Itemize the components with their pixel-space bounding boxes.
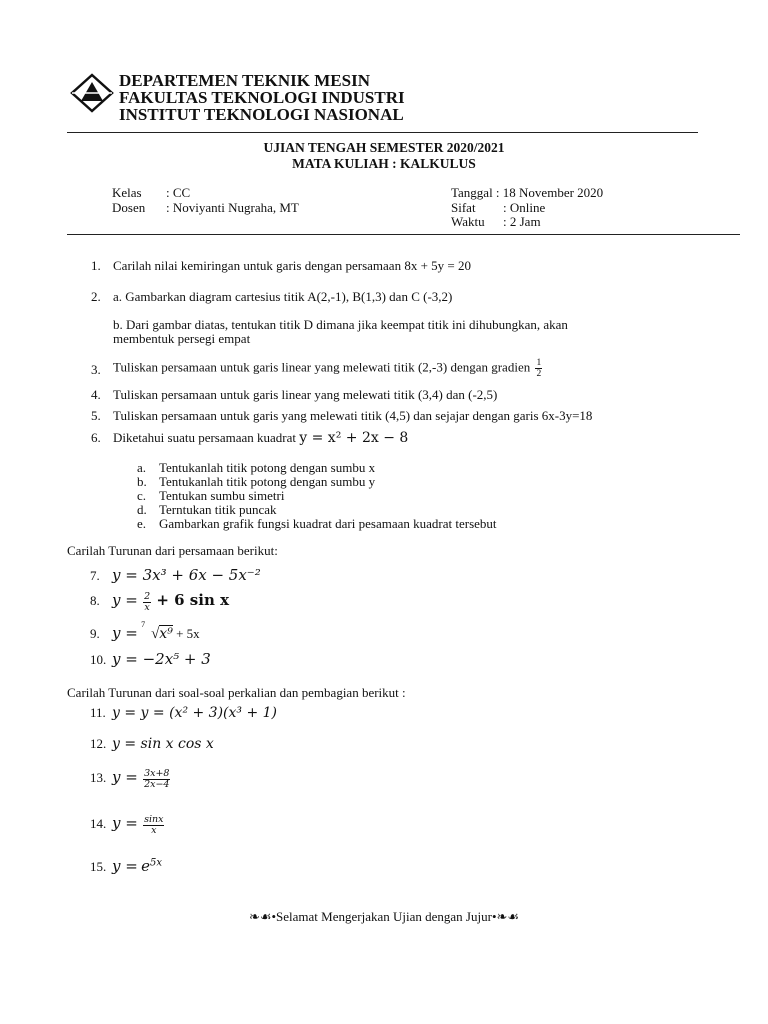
q6-subitem-text: Tentukanlah titik potong dengan sumbu x	[159, 460, 376, 475]
q3-line	[113, 358, 544, 379]
q13-line	[90, 768, 172, 790]
q14-line	[90, 814, 166, 836]
waktu-label: Waktu	[451, 214, 485, 229]
q9-line	[90, 620, 200, 643]
q3-number: 3.	[91, 362, 101, 377]
q2-number: 2.	[91, 289, 101, 304]
q5-text: Tuliskan persamaan untuk garis yang melewati titik (4,5) dan sejajar dengan garis 6x-3y=18	[113, 408, 593, 423]
q1-text: Carilah nilai kemiringan untuk garis dengan persamaan 8x + 5y = 20	[113, 258, 471, 273]
q7-number: 7.	[90, 568, 100, 583]
exam-subject: MATA KULIAH : KALKULUS	[292, 156, 476, 171]
dosen-value: : Noviyanti Nugraha, MT	[166, 200, 299, 215]
q14-lhs: y =	[112, 814, 138, 832]
institution-logo	[70, 73, 114, 113]
q8-lhs: y =	[112, 591, 138, 609]
header-divider	[67, 132, 698, 133]
q6-intro: Diketahui suatu persamaan kuadrat	[113, 430, 297, 445]
q1-number: 1.	[91, 258, 101, 273]
q8-line	[90, 591, 229, 613]
left-ornament-icon: ❧☙•	[248, 909, 277, 924]
q15-exponent: 5x	[149, 857, 162, 869]
q4-number: 4.	[91, 387, 101, 402]
institute-name: INSTITUT TEKNOLOGI NASIONAL	[119, 105, 404, 124]
q15-number: 15.	[90, 859, 107, 874]
q8-fraction-denominator: x	[144, 601, 150, 613]
q13-lhs: y =	[112, 768, 138, 786]
q6-subitem-label: a.	[137, 460, 147, 475]
q12-line	[90, 736, 214, 752]
q13-number: 13.	[90, 770, 107, 785]
section2-intro: Carilah Turunan dari persamaan berikut:	[67, 543, 278, 558]
q6-text	[113, 430, 408, 446]
faculty-name: FAKULTAS TEKNOLOGI INDUSTRI	[119, 88, 405, 107]
q6-subitem-text: Terntukan titik puncak	[159, 502, 277, 517]
q8-rhs: + 6 sin x	[156, 591, 230, 609]
q10-equation: y = −2x⁵ + 3	[112, 650, 211, 668]
q8-fraction-numerator: 2	[144, 590, 151, 602]
q6-subitem-label: c.	[137, 488, 147, 503]
q13-fraction-denominator: 2x−4	[144, 778, 170, 790]
q9-rhs: + 5x	[176, 626, 200, 641]
radical-sign-icon: √	[151, 626, 160, 642]
q5-number: 5.	[91, 408, 101, 423]
q14-fraction	[143, 815, 164, 836]
sifat-value: : Online	[503, 200, 546, 215]
q13-fraction-numerator: 3x+8	[144, 767, 170, 779]
q8-fraction	[143, 592, 151, 613]
tanggal-field: Tanggal : 18 November 2020	[451, 185, 604, 200]
waktu-value: : 2 Jam	[503, 214, 541, 229]
q11-line	[90, 705, 277, 721]
kelas-label: Kelas	[112, 185, 142, 200]
q12-equation: y = sin x cos x	[112, 736, 214, 752]
q14-number: 14.	[90, 816, 107, 831]
section3-intro: Carilah Turunan dari soal-soal perkalian dan pembagian berikut :	[67, 685, 406, 700]
q15-base: e	[141, 857, 150, 875]
kelas-value: : CC	[166, 185, 191, 200]
exam-title: UJIAN TENGAH SEMESTER 2020/2021	[263, 140, 505, 155]
q14-fraction-denominator: x	[151, 824, 157, 836]
q11-number: 11.	[90, 705, 106, 720]
q6-subitem-text: Tentukan sumbu simetri	[159, 488, 285, 503]
q11-equation: y = y = (x² + 3)(x³ + 1)	[112, 705, 278, 721]
closing-message	[0, 909, 768, 925]
q15-line	[90, 857, 162, 875]
department-name: DEPARTEMEN TEKNIK MESIN	[119, 71, 370, 90]
q2a-text: a. Gambarkan diagram cartesius titik A(2,-1), B(1,3) dan C (-3,2)	[113, 289, 453, 304]
q2b-text-line1: b. Dari gambar diatas, tentukan titik D dimana jika keempat titik ini dihubungkan, akan	[113, 317, 568, 332]
q6-equation: y = x² + 2x − 8	[299, 430, 409, 446]
q6-subitem-text: Gambarkan grafik fungsi kuadrat dari pesamaan kuadrat tersebut	[159, 516, 497, 531]
q9-root-index: 7	[141, 620, 146, 629]
q3-fraction	[535, 358, 542, 379]
dosen-label: Dosen	[112, 200, 146, 215]
info-divider	[67, 234, 740, 235]
q3-text: Tuliskan persamaan untuk garis linear yang melewati titik (2,-3) dengan gradien	[113, 359, 531, 375]
q9-lhs: y =	[112, 624, 138, 642]
q2b-text-line2: membentuk persegi empat	[113, 331, 251, 346]
q3-fraction-numerator: 1	[536, 358, 542, 368]
q15-lhs: y =	[112, 857, 138, 875]
q10-line	[90, 650, 211, 668]
q14-fraction-numerator: sinx	[144, 813, 164, 825]
q3-fraction-denominator: 2	[536, 369, 542, 379]
q7-line	[90, 566, 261, 584]
q6-number: 6.	[91, 430, 101, 445]
q9-number: 9.	[90, 626, 100, 641]
q13-fraction	[143, 769, 170, 790]
q6-subitem-label: e.	[137, 516, 147, 531]
q9-radical	[141, 620, 173, 643]
q10-number: 10.	[90, 652, 107, 667]
q4-text: Tuliskan persamaan untuk garis linear yang melewati titik (3,4) dan (-2,5)	[113, 387, 498, 402]
q7-equation: y = 3x³ + 6x − 5x⁻²	[112, 566, 261, 584]
q6-subitem-label: b.	[137, 474, 147, 489]
q12-number: 12.	[90, 736, 107, 751]
q6-subitem-label: d.	[137, 502, 147, 517]
q8-number: 8.	[90, 593, 100, 608]
sifat-label: Sifat	[451, 200, 476, 215]
closing-text: Selamat Mengerjakan Ujian dengan Jujur	[276, 909, 492, 924]
q6-subitem-text: Tentukanlah titik potong dengan sumbu y	[159, 474, 376, 489]
q9-radicand: x⁹	[159, 626, 173, 642]
right-ornament-icon: •❧☙	[491, 909, 520, 924]
